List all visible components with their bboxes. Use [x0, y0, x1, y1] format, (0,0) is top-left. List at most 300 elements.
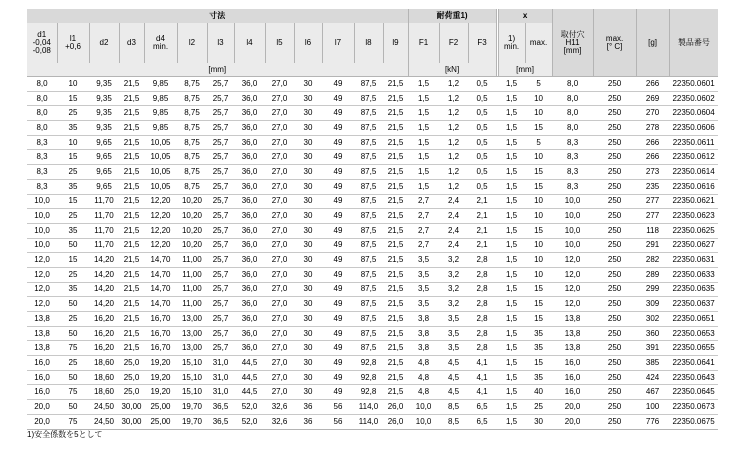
table-cell: 21,5	[383, 282, 408, 297]
table-cell: 12,0	[27, 253, 57, 268]
table-cell: 10,20	[177, 238, 207, 253]
table-cell: 36,0	[234, 77, 265, 92]
table-cell: 15	[525, 312, 552, 327]
table-cell: 87,5	[354, 312, 383, 327]
table-cell: 1,5	[498, 312, 525, 327]
table-cell: 19,20	[144, 385, 177, 400]
table-cell: 36,0	[234, 312, 265, 327]
table-cell: 15	[525, 223, 552, 238]
table-cell: 1,5	[408, 135, 439, 150]
table-cell: 21,5	[119, 223, 144, 238]
table-cell: 27,0	[265, 297, 294, 312]
table-cell: 87,5	[354, 267, 383, 282]
table-row	[27, 356, 718, 371]
table-cell: 0,5	[468, 91, 496, 106]
table-cell: 3,5	[408, 267, 439, 282]
table-cell: 27,0	[265, 385, 294, 400]
table-cell: 87,5	[354, 179, 383, 194]
table-cell: 21,5	[119, 135, 144, 150]
d1-tolerance-upper: -0,04	[32, 38, 51, 47]
table-cell: 250	[593, 341, 636, 356]
table-cell: 92,8	[354, 356, 383, 371]
table-cell: 36,5	[207, 414, 234, 429]
table-cell: 21,5	[119, 341, 144, 356]
table-cell: 16,0	[27, 385, 57, 400]
table-cell: 49	[322, 179, 354, 194]
table-cell: 10	[525, 253, 552, 268]
table-cell: 25	[57, 312, 89, 327]
table-cell: 289	[636, 267, 669, 282]
table-cell: 277	[636, 209, 669, 224]
table-cell: 1,5	[408, 165, 439, 180]
table-cell: 22350.0616	[669, 179, 718, 194]
table-cell: 8,75	[177, 121, 207, 136]
table-cell: 49	[322, 385, 354, 400]
table-cell: 15	[525, 282, 552, 297]
table-cell: 12,0	[552, 297, 593, 312]
table-cell: 30	[294, 282, 322, 297]
table-cell: 36,0	[234, 150, 265, 165]
table-cell: 8,5	[439, 400, 468, 415]
table-cell: 8,3	[552, 150, 593, 165]
table-cell: 8,0	[552, 121, 593, 136]
table-cell: 15	[57, 150, 89, 165]
table-cell: 24,50	[89, 400, 119, 415]
table-cell: 1,5	[408, 150, 439, 165]
table-cell: 21,5	[383, 209, 408, 224]
table-cell: 1,5	[498, 91, 525, 106]
table-row	[27, 209, 718, 224]
table-cell: 27,0	[265, 209, 294, 224]
table-cell: 30	[294, 326, 322, 341]
table-cell: 25	[57, 209, 89, 224]
table-cell: 12,20	[144, 209, 177, 224]
table-cell: 114,0	[354, 414, 383, 429]
table-cell: 27,0	[265, 267, 294, 282]
unit-kn: [kN]	[408, 63, 496, 77]
table-cell: 49	[322, 150, 354, 165]
table-cell: 1,2	[439, 121, 468, 136]
table-cell: 250	[593, 312, 636, 327]
table-cell: 4,1	[468, 356, 496, 371]
table-cell: 27,0	[265, 194, 294, 209]
table-cell: 3,2	[439, 297, 468, 312]
table-cell: 2,7	[408, 223, 439, 238]
table-cell: 12,20	[144, 194, 177, 209]
header-part-number: 製品番号	[669, 9, 718, 77]
table-cell: 49	[322, 267, 354, 282]
table-cell: 0,5	[468, 150, 496, 165]
table-cell: 36,0	[234, 253, 265, 268]
table-cell: 22350.0625	[669, 223, 718, 238]
table-cell: 9,65	[89, 179, 119, 194]
table-cell: 4,1	[468, 370, 496, 385]
table-cell: 13,8	[27, 341, 57, 356]
table-cell: 50	[57, 326, 89, 341]
table-cell: 30	[294, 91, 322, 106]
table-row	[27, 194, 718, 209]
table-cell: 250	[593, 150, 636, 165]
table-cell: 6,5	[468, 414, 496, 429]
table-cell: 1,2	[439, 165, 468, 180]
table-cell: 30	[294, 312, 322, 327]
table-cell: 250	[593, 370, 636, 385]
table-cell: 16,0	[27, 370, 57, 385]
table-cell: 11,00	[177, 253, 207, 268]
table-row	[27, 267, 718, 282]
table-cell: 21,5	[119, 267, 144, 282]
table-cell: 25,0	[119, 370, 144, 385]
table-cell: 2,8	[468, 282, 496, 297]
table-cell: 25,7	[207, 341, 234, 356]
table-cell: 3,5	[408, 297, 439, 312]
table-header	[27, 9, 718, 77]
table-cell: 16,20	[89, 341, 119, 356]
table-cell: 424	[636, 370, 669, 385]
table-cell: 50	[57, 370, 89, 385]
table-cell: 27,0	[265, 91, 294, 106]
table-row	[27, 414, 718, 429]
table-cell: 273	[636, 165, 669, 180]
table-cell: 2,8	[468, 297, 496, 312]
table-cell: 21,5	[383, 238, 408, 253]
table-cell: 27,0	[265, 341, 294, 356]
table-cell: 1,5	[498, 414, 525, 429]
table-cell: 9,35	[89, 121, 119, 136]
table-cell: 32,6	[265, 414, 294, 429]
table-cell: 266	[636, 135, 669, 150]
table-cell: 14,20	[89, 297, 119, 312]
table-cell: 22350.0637	[669, 297, 718, 312]
table-cell: 2,8	[468, 267, 496, 282]
table-cell: 21,5	[383, 135, 408, 150]
table-cell: 250	[593, 135, 636, 150]
table-cell: 12,0	[552, 267, 593, 282]
table-cell: 22350.0604	[669, 106, 718, 121]
table-cell: 19,20	[144, 356, 177, 371]
table-cell: 1,5	[498, 77, 525, 92]
table-row	[27, 121, 718, 136]
table-cell: 25,7	[207, 194, 234, 209]
table-cell: 25,7	[207, 150, 234, 165]
table-cell: 270	[636, 106, 669, 121]
table-cell: 49	[322, 106, 354, 121]
table-row	[27, 341, 718, 356]
table-cell: 19,20	[144, 370, 177, 385]
table-cell: 30	[294, 356, 322, 371]
table-cell: 22350.0645	[669, 385, 718, 400]
table-cell: 36,0	[234, 91, 265, 106]
header-l5: l5	[265, 23, 294, 63]
table-row	[27, 106, 718, 121]
table-cell: 2,8	[468, 253, 496, 268]
table-cell: 25,7	[207, 253, 234, 268]
header-l9: l9	[383, 23, 408, 63]
table-cell: 25,7	[207, 179, 234, 194]
table-cell: 11,00	[177, 297, 207, 312]
table-cell: 250	[593, 223, 636, 238]
table-cell: 31,0	[207, 385, 234, 400]
table-cell: 22350.0631	[669, 253, 718, 268]
header-d3: d3	[119, 23, 144, 63]
table-cell: 10	[525, 106, 552, 121]
table-row	[27, 179, 718, 194]
table-cell: 21,5	[119, 91, 144, 106]
table-cell: 19,70	[177, 414, 207, 429]
table-cell: 9,35	[89, 77, 119, 92]
table-cell: 1,5	[408, 121, 439, 136]
table-cell: 0,5	[468, 179, 496, 194]
table-cell: 15	[57, 91, 89, 106]
table-cell: 31,0	[207, 356, 234, 371]
table-cell: 8,0	[27, 121, 57, 136]
table-cell: 25,7	[207, 282, 234, 297]
table-cell: 27,0	[265, 326, 294, 341]
table-cell: 10,0	[27, 223, 57, 238]
table-cell: 49	[322, 341, 354, 356]
table-cell: 36,0	[234, 106, 265, 121]
table-cell: 36,0	[234, 341, 265, 356]
table-cell: 21,5	[383, 385, 408, 400]
header-mount-hole	[552, 9, 593, 77]
table-cell: 25,7	[207, 223, 234, 238]
table-cell: 36,0	[234, 326, 265, 341]
table-cell: 30	[294, 106, 322, 121]
table-cell: 25,7	[207, 165, 234, 180]
table-cell: 3,5	[439, 341, 468, 356]
table-cell: 27,0	[265, 121, 294, 136]
table-cell: 30	[294, 135, 322, 150]
table-cell: 11,70	[89, 194, 119, 209]
table-cell: 36	[294, 400, 322, 415]
table-cell: 250	[593, 106, 636, 121]
table-cell: 10	[525, 267, 552, 282]
table-cell: 21,5	[383, 326, 408, 341]
table-row	[27, 385, 718, 400]
table-cell: 21,5	[119, 326, 144, 341]
table-cell: 36,0	[234, 179, 265, 194]
table-cell: 250	[593, 253, 636, 268]
header-l4: l4	[234, 23, 265, 63]
table-cell: 15	[525, 297, 552, 312]
table-cell: 8,3	[552, 135, 593, 150]
table-cell: 14,70	[144, 297, 177, 312]
table-cell: 21,5	[383, 297, 408, 312]
table-cell: 10,20	[177, 194, 207, 209]
table-cell: 30	[294, 253, 322, 268]
mount-hole-unit: [mm]	[563, 45, 582, 55]
table-cell: 30	[294, 121, 322, 136]
table-cell: 12,20	[144, 223, 177, 238]
table-cell: 27,0	[265, 370, 294, 385]
table-cell: 1,5	[498, 326, 525, 341]
table-cell: 30	[294, 385, 322, 400]
table-cell: 25,7	[207, 77, 234, 92]
table-cell: 250	[593, 209, 636, 224]
table-cell: 21,5	[383, 194, 408, 209]
table-cell: 250	[593, 91, 636, 106]
table-row	[27, 135, 718, 150]
table-cell: 22350.0612	[669, 150, 718, 165]
header-x-max: max.	[525, 23, 552, 63]
table-cell: 10	[525, 150, 552, 165]
table-cell: 391	[636, 341, 669, 356]
table-cell: 10,20	[177, 209, 207, 224]
header-l7: l7	[322, 23, 354, 63]
table-cell: 52,0	[234, 414, 265, 429]
table-cell: 16,70	[144, 341, 177, 356]
table-row	[27, 165, 718, 180]
table-row	[27, 77, 718, 92]
table-cell: 11,70	[89, 238, 119, 253]
table-cell: 50	[57, 238, 89, 253]
table-cell: 25,0	[119, 385, 144, 400]
table-cell: 20,0	[552, 414, 593, 429]
table-cell: 21,5	[119, 253, 144, 268]
table-cell: 21,5	[383, 370, 408, 385]
table-cell: 1,2	[439, 91, 468, 106]
table-cell: 13,8	[552, 312, 593, 327]
table-cell: 49	[322, 370, 354, 385]
table-cell: 250	[593, 121, 636, 136]
table-cell: 11,00	[177, 282, 207, 297]
table-cell: 21,5	[383, 341, 408, 356]
table-cell: 26,0	[383, 400, 408, 415]
table-cell: 87,5	[354, 238, 383, 253]
table-cell: 2,8	[468, 326, 496, 341]
table-cell: 14,70	[144, 253, 177, 268]
table-cell: 75	[57, 385, 89, 400]
table-cell: 13,8	[27, 326, 57, 341]
table-cell: 1,5	[498, 223, 525, 238]
table-cell: 21,5	[383, 106, 408, 121]
table-row	[27, 253, 718, 268]
table-cell: 49	[322, 223, 354, 238]
table-cell: 87,5	[354, 135, 383, 150]
table-cell: 13,8	[27, 312, 57, 327]
table-cell: 75	[57, 414, 89, 429]
table-cell: 21,5	[383, 267, 408, 282]
table-cell: 8,75	[177, 106, 207, 121]
table-cell: 9,65	[89, 135, 119, 150]
table-cell: 22350.0673	[669, 400, 718, 415]
table-cell: 87,5	[354, 106, 383, 121]
table-cell: 15	[57, 253, 89, 268]
table-row	[27, 326, 718, 341]
table-cell: 32,6	[265, 400, 294, 415]
table-cell: 50	[57, 400, 89, 415]
table-cell: 4,5	[439, 385, 468, 400]
table-cell: 1,5	[408, 77, 439, 92]
table-cell: 10	[525, 209, 552, 224]
table-cell: 250	[593, 179, 636, 194]
table-cell: 2,1	[468, 209, 496, 224]
table-cell: 36,0	[234, 223, 265, 238]
table-cell: 25,7	[207, 297, 234, 312]
table-cell: 1,5	[498, 253, 525, 268]
table-cell: 22350.0641	[669, 356, 718, 371]
table-cell: 2,1	[468, 194, 496, 209]
table-cell: 1,2	[439, 150, 468, 165]
table-cell: 8,3	[27, 165, 57, 180]
table-cell: 44,5	[234, 385, 265, 400]
table-cell: 21,5	[383, 150, 408, 165]
table-cell: 14,70	[144, 282, 177, 297]
table-cell: 15	[525, 179, 552, 194]
table-cell: 10,05	[144, 135, 177, 150]
table-cell: 776	[636, 414, 669, 429]
table-cell: 87,5	[354, 282, 383, 297]
table-cell: 15,10	[177, 370, 207, 385]
table-cell: 10,0	[552, 194, 593, 209]
table-cell: 2,4	[439, 223, 468, 238]
table-cell: 20,0	[552, 400, 593, 415]
d4-min: min.	[152, 42, 169, 51]
table-cell: 87,5	[354, 121, 383, 136]
table-cell: 30	[294, 267, 322, 282]
table-cell: 8,0	[552, 91, 593, 106]
table-cell: 467	[636, 385, 669, 400]
table-cell: 21,5	[119, 297, 144, 312]
table-cell: 2,8	[468, 312, 496, 327]
table-cell: 1,5	[498, 238, 525, 253]
table-cell: 10,0	[552, 238, 593, 253]
table-cell: 27,0	[265, 135, 294, 150]
table-cell: 250	[593, 414, 636, 429]
table-cell: 5	[525, 77, 552, 92]
table-cell: 87,5	[354, 253, 383, 268]
table-cell: 266	[636, 77, 669, 92]
table-cell: 8,0	[27, 77, 57, 92]
table-row	[27, 297, 718, 312]
table-cell: 250	[593, 326, 636, 341]
table-cell: 22350.0655	[669, 341, 718, 356]
table-cell: 21,5	[119, 312, 144, 327]
table-cell: 3,5	[408, 282, 439, 297]
header-group-load: 耐荷重1)	[408, 9, 496, 23]
table-cell: 21,5	[383, 223, 408, 238]
header-group-x: x	[498, 9, 552, 23]
table-cell: 4,8	[408, 356, 439, 371]
table-cell: 1,5	[498, 106, 525, 121]
table-cell: 25	[57, 106, 89, 121]
table-cell: 36,0	[234, 135, 265, 150]
table-row	[27, 282, 718, 297]
table-cell: 11,70	[89, 209, 119, 224]
table-cell: 15	[525, 121, 552, 136]
table-cell: 49	[322, 356, 354, 371]
table-cell: 1,5	[498, 282, 525, 297]
table-cell: 25,7	[207, 209, 234, 224]
table-cell: 36,0	[234, 165, 265, 180]
table-cell: 21,5	[383, 312, 408, 327]
table-cell: 16,70	[144, 326, 177, 341]
table-row	[27, 223, 718, 238]
table-cell: 14,20	[89, 267, 119, 282]
table-cell: 30	[294, 150, 322, 165]
table-cell: 1,2	[439, 179, 468, 194]
table-cell: 25,7	[207, 238, 234, 253]
table-cell: 22350.0602	[669, 91, 718, 106]
table-cell: 1,5	[498, 297, 525, 312]
table-cell: 27,0	[265, 356, 294, 371]
table-cell: 25	[57, 356, 89, 371]
header-l3: l3	[207, 23, 234, 63]
table-cell: 35	[57, 282, 89, 297]
table-cell: 0,5	[468, 106, 496, 121]
table-cell: 30	[294, 238, 322, 253]
table-cell: 27,0	[265, 238, 294, 253]
